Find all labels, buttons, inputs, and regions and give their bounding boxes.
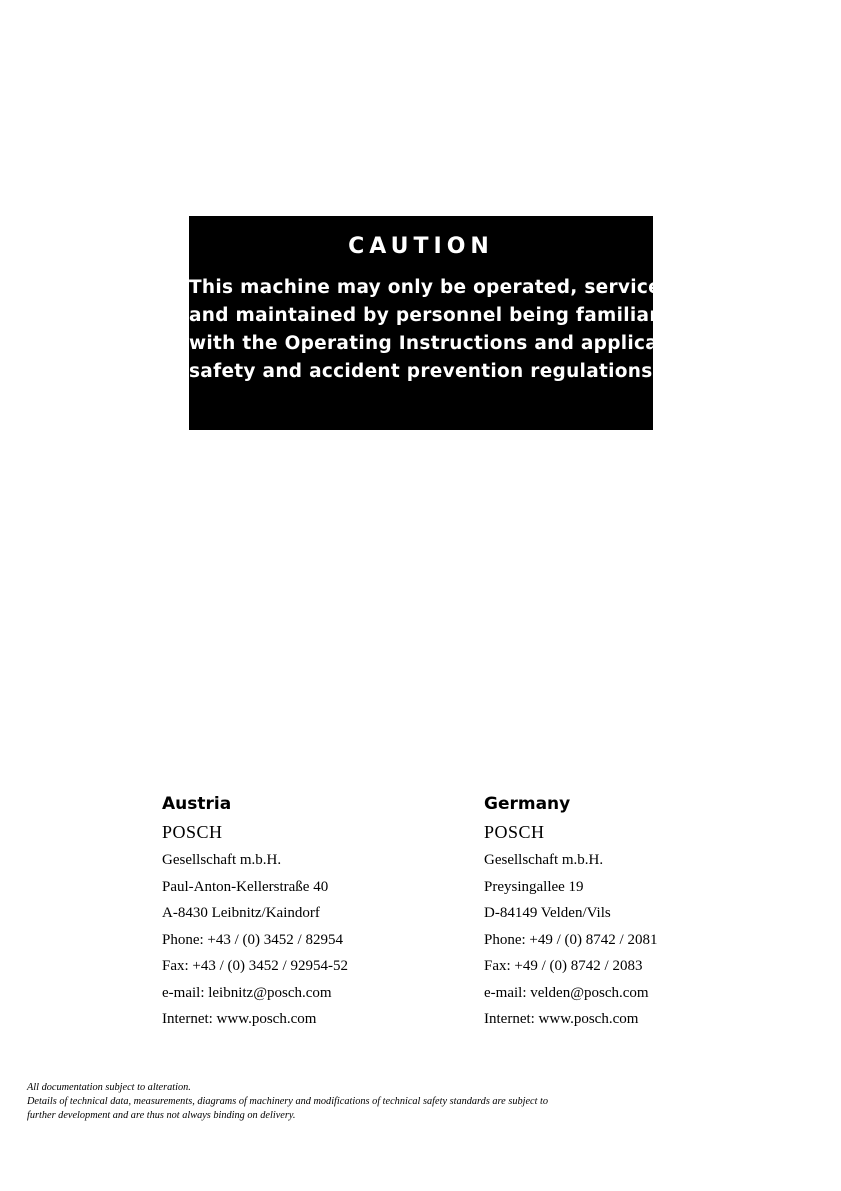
fax-number: Fax: +43 / (0) 3452 / 92954-52 — [162, 958, 348, 974]
company-name: POSCH — [484, 822, 545, 842]
phone-number: Phone: +49 / (0) 8742 / 2081 — [484, 931, 658, 948]
disclaimer — [27, 1081, 807, 1123]
legal-form: Gesellschaft m.b.H. — [484, 852, 604, 868]
company-name: POSCH — [162, 822, 223, 842]
country-heading: Germany — [484, 794, 571, 814]
caution-title: CAUTION — [348, 234, 494, 259]
disclaimer-line: Details of technical data, measurements, diagrams of machinery and modifications of technical safety standards are subject to — [27, 1096, 549, 1107]
city-address: D-84149 Velden/Vils — [484, 905, 611, 921]
internet-address: Internet: www.posch.com — [484, 1011, 639, 1027]
legal-form: Gesellschaft m.b.H. — [162, 852, 282, 868]
address-austria — [162, 793, 462, 1033]
email-address: e-mail: leibnitz@posch.com — [162, 984, 332, 1001]
caution-box — [189, 216, 692, 430]
country-heading: Austria — [162, 794, 232, 814]
address-germany — [484, 793, 784, 1033]
caution-line: and maintained by personnel being familiar — [189, 305, 659, 326]
city-address: A-8430 Leibnitz/Kaindorf — [162, 905, 320, 921]
disclaimer-line: All documentation subject to alteration. — [27, 1082, 191, 1093]
street-address: Preysingallee 19 — [484, 878, 584, 895]
caution-text — [189, 274, 692, 386]
caution-line: This machine may only be operated, serviced — [189, 277, 675, 298]
fax-number: Fax: +49 / (0) 8742 / 2083 — [484, 958, 643, 974]
disclaimer-line: further development and are thus not always binding on delivery. — [27, 1110, 296, 1121]
street-address: Paul-Anton-Kellerstraße 40 — [162, 878, 329, 895]
email-address: e-mail: velden@posch.com — [484, 984, 649, 1001]
phone-number: Phone: +43 / (0) 3452 / 82954 — [162, 931, 343, 948]
internet-address: Internet: www.posch.com — [162, 1011, 317, 1027]
caution-line: with the Operating Instructions and applicable — [189, 333, 692, 354]
caution-line: safety and accident prevention regulations! — [189, 361, 662, 382]
